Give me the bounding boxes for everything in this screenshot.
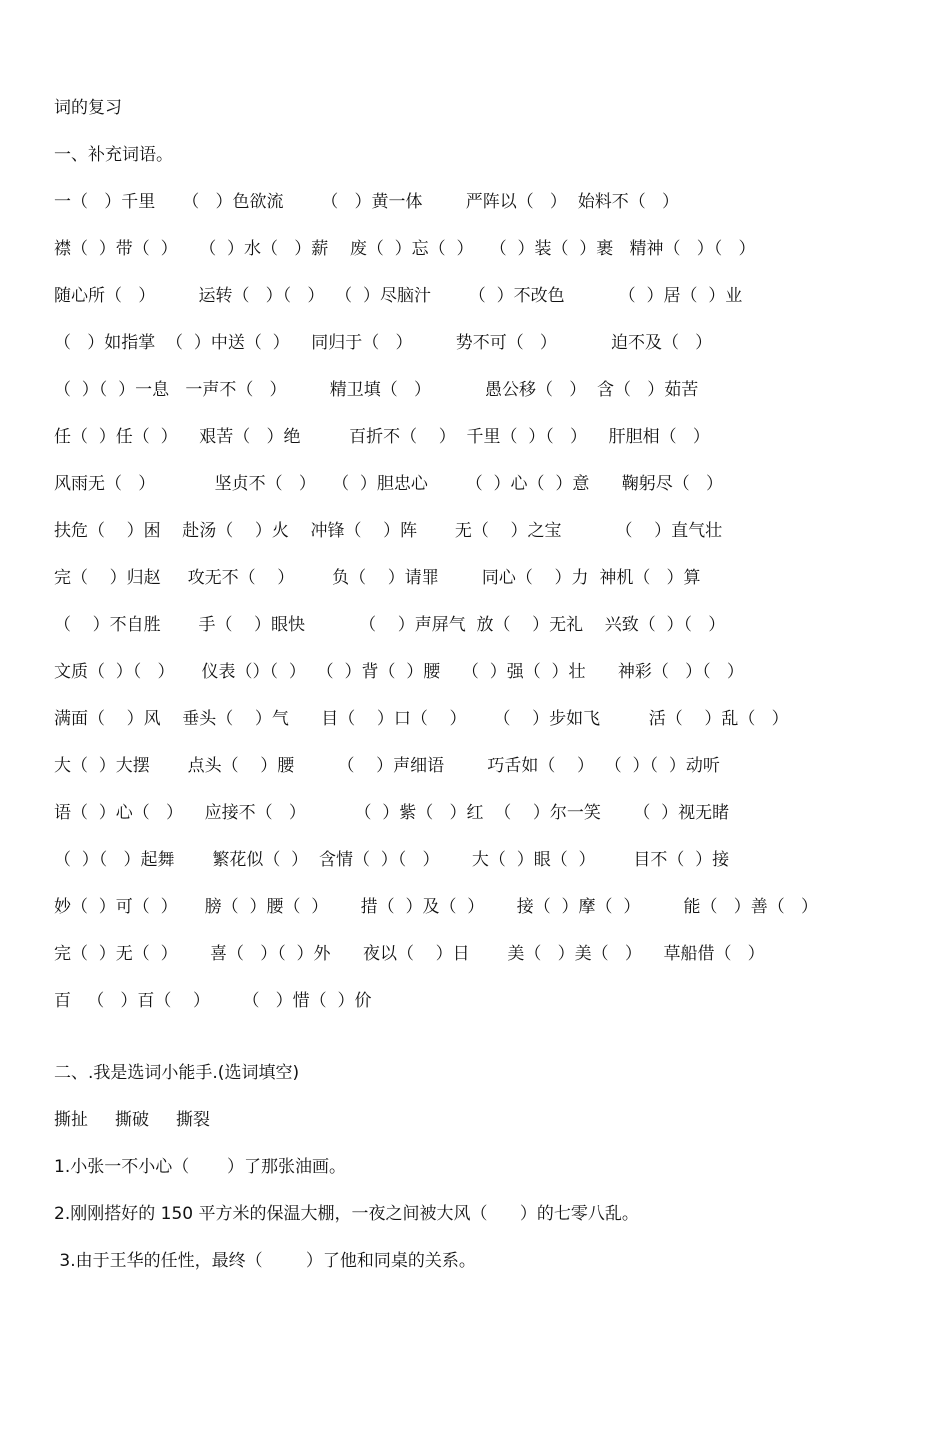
fill-in-row-15: （ ）（ ）起舞 繁花似（ ） 含情（ ）（ ） 大（ ）眼（ ） 目不（ ）接 — [54, 850, 730, 870]
word-options: 撕扯 撕破 撕裂 — [54, 1110, 211, 1130]
fill-in-row-14: 语（ ）心（ ） 应接不（ ） （ ）紫（ ）红 （ ）尔一笑 （ ）视无睹 — [54, 803, 730, 823]
fill-in-row-4: （ ）如指掌 （ ）中送（ ） 同归于（ ） 势不可（ ） 迫不及（ ） — [54, 333, 713, 353]
question-2: 2.刚刚搭好的 150 平方米的保温大棚，一夜之间被大风（ ）的七零八乱。 — [54, 1204, 639, 1224]
document-title: 词的复习 — [54, 98, 122, 118]
fill-in-row-1: 一（ ）千里 （ ）色欲流 （ ）黄一体 严阵以（ ） 始料不（ ） — [54, 192, 679, 212]
fill-in-row-2: 襟（ ）带（ ） （ ）水（ ）薪 废（ ）忘（ ） （ ）装（ ）裹 精神（ ）（ ） — [54, 239, 756, 259]
fill-in-row-16: 妙（ ）可（ ） 膀（ ）腰（ ） 措（ ）及（ ） 接（ ）摩（ ） 能（ ）善（ ） — [54, 897, 818, 917]
fill-in-row-13: 大（ ）大摆 点头（ ）腰 （ ）声细语 巧舌如（ ） （ ）（ ）动听 — [54, 756, 720, 776]
fill-in-row-8: 扶危（ ）困 赴汤（ ）火 冲锋（ ）阵 无（ ）之宝 （ ）直气壮 — [54, 521, 723, 541]
fill-in-row-6: 任（ ）任（ ） 艰苦（ ）绝 百折不（ ） 千里（ ）（ ） 肝胆相（ ） — [54, 427, 710, 447]
fill-in-row-17: 完（ ）无（ ） 喜（ ）（ ）外 夜以（ ）日 美（ ）美（ ） 草船借（ ） — [54, 944, 765, 964]
fill-in-row-18: 百 （ ）百（ ） （ ）惜（ ）价 — [54, 991, 372, 1011]
fill-in-row-5: （ ）（ ）一息 一声不（ ） 精卫填（ ） 愚公移（ ） 含（ ）茹苦 — [54, 380, 699, 400]
question-3: 3.由于王华的任性，最终（ ）了他和同桌的关系。 — [54, 1251, 476, 1271]
question-1: 1.小张一不小心（ ）了那张油画。 — [54, 1157, 347, 1177]
fill-in-row-3: 随心所（ ） 运转（ ）（ ） （ ）尽脑汁 （ ）不改色 （ ）居（ ）业 — [54, 286, 743, 306]
section2-heading: 二、.我是选词小能手.(选词填空) — [54, 1063, 300, 1083]
fill-in-row-10: （ ）不自胜 手（ ）眼快 （ ）声屏气 放（ ）无礼 兴致（ ）（ ） — [54, 615, 726, 635]
fill-in-row-11: 文质（ ）（ ） 仪表（）（ ） （ ）背（ ）腰 （ ）强（ ）壮 神彩（ ）（ ） — [54, 662, 744, 682]
fill-in-row-12: 满面（ ）风 垂头（ ）气 目（ ）口（ ） （ ）步如飞 活（ ）乱（ ） — [54, 709, 789, 729]
fill-in-row-9: 完（ ）归赵 攻无不（ ） 负（ ）请罪 同心（ ）力 神机（ ）算 — [54, 568, 701, 588]
fill-in-row-7: 风雨无（ ） 坚贞不（ ） （ ）胆忠心 （ ）心（ ）意 鞠躬尽（ ） — [54, 474, 723, 494]
section1-heading: 一、补充词语。 — [54, 145, 173, 165]
